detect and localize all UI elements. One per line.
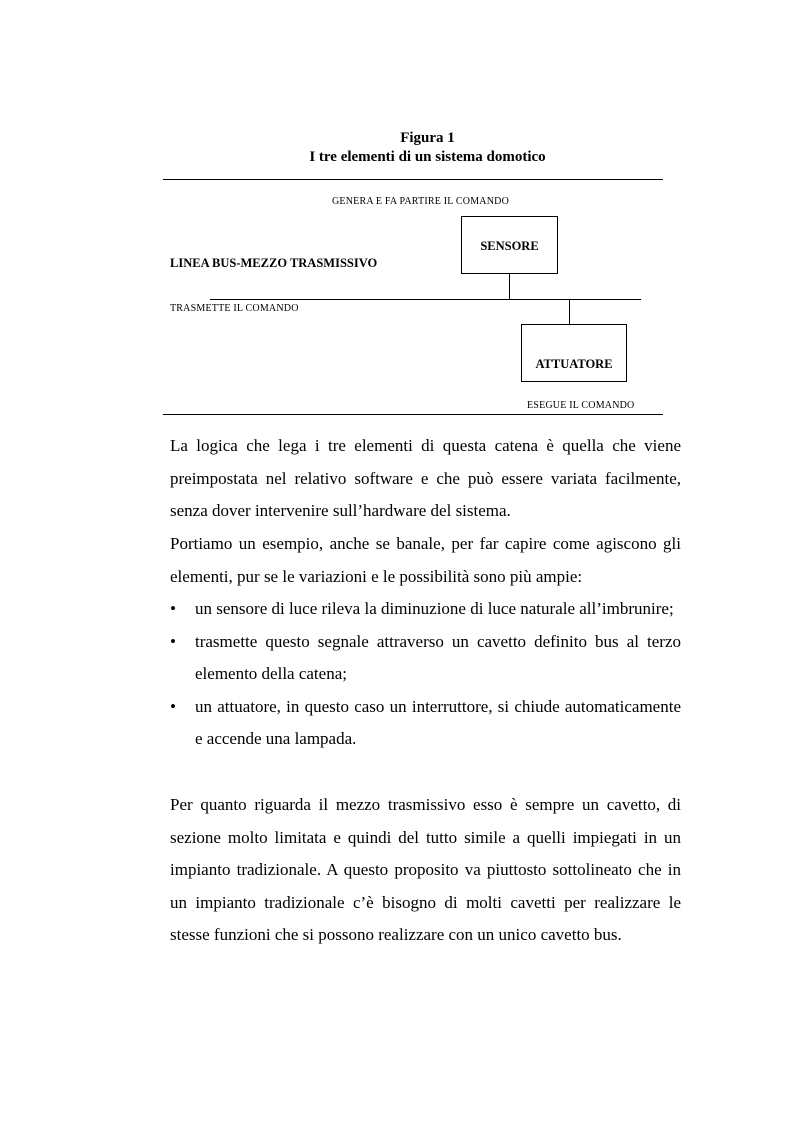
bullet-icon: •	[170, 631, 176, 651]
list-item-text: un attuatore, in questo caso un interruttore, si chiude automaticamente e accende una lampada.	[195, 696, 681, 749]
list-item-text: un sensore di luce rileva la diminuzione di luce naturale all’imbrunire;	[195, 599, 674, 618]
paragraph-logic: La logica che lega i tre elementi di questa catena è quella che viene preimpostata nel relativo software e che può essere variata facilmente, senza dover intervenire sull’hardware del sistema.	[170, 436, 681, 521]
example-list	[170, 593, 681, 756]
actuator-box: ATTUATORE	[521, 324, 627, 382]
bottom-rule	[163, 414, 663, 415]
sensor-connector	[509, 274, 510, 299]
label-linea-bus: LINEA BUS-MEZZO TRASMISSIVO	[170, 256, 378, 270]
list-item-text: trasmette questo segnale attraverso un cavetto definito bus al terzo elemento della catena;	[195, 631, 681, 684]
bullet-icon: •	[170, 696, 176, 716]
bus-line	[210, 299, 641, 300]
label-genera-comando: GENERA E FA PARTIRE IL COMANDO	[332, 196, 509, 207]
sensor-box: SENSORE	[461, 216, 558, 274]
paragraph-example: Portiamo un esempio, anche se banale, per far capire come agiscono gli elementi, pur se le variazioni e le possibilità sono più ampie:	[170, 534, 681, 586]
label-trasmette-comando: TRASMETTE IL COMANDO	[170, 303, 299, 314]
paragraph-transmission-medium: Per quanto riguarda il mezzo trasmissivo esso è sempre un cavetto, di sezione molto limitata e quindi del tutto simile a quelli impiegati in un impianto tradizionale. A questo proposito va piuttosto sottolineato che in un impianto tradizionale c’è bisogno di molti cavetti per realizzare le stesse funzioni che si possono realizzare con un unico cavetto bus.	[170, 795, 681, 945]
label-esegue-comando: ESEGUE IL COMANDO	[527, 400, 635, 411]
list-item	[170, 626, 681, 691]
top-rule	[163, 179, 663, 180]
figure-number: Figura 1	[400, 130, 455, 146]
bullet-icon: •	[170, 599, 176, 618]
list-item	[170, 593, 681, 626]
figure-subtitle: I tre elementi di un sistema domotico	[309, 149, 546, 165]
actuator-connector	[569, 299, 570, 324]
list-item	[170, 691, 681, 756]
